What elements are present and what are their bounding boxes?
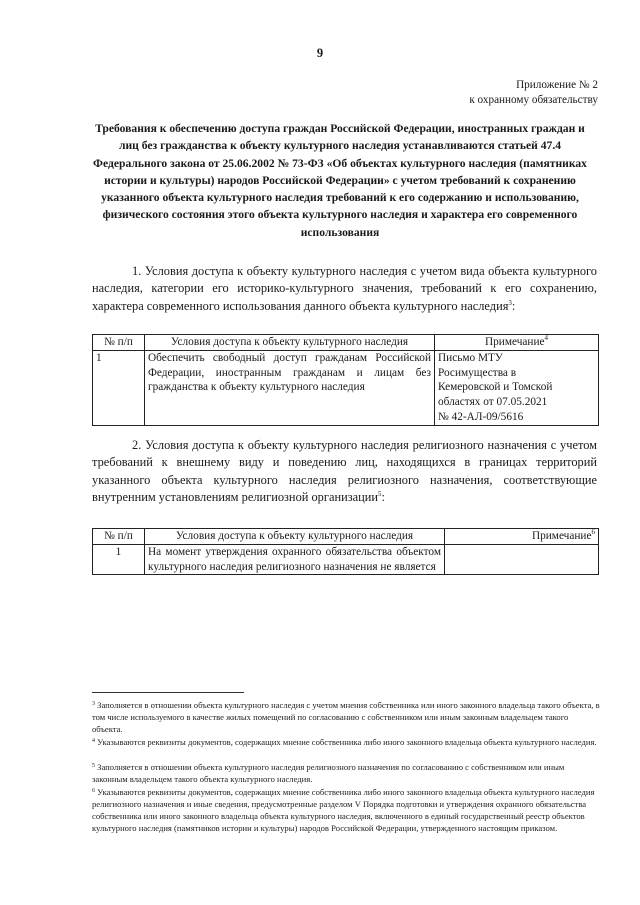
section-2-colon: :: [381, 490, 385, 505]
footnote-4: [92, 737, 600, 749]
footnote-text: Заполняется в отношении объекта культурного наследия религиозного назначения по согласованию с собственником или иным законным владельцем такого объекта культурного наследия.: [92, 762, 565, 784]
header-num: № п/п: [93, 529, 145, 545]
row-num: 1: [93, 544, 145, 575]
appendix-line-2: к охранному обязательству: [469, 94, 598, 106]
table-row: [93, 544, 599, 575]
header-note: [445, 529, 599, 545]
footnote-text: Заполняется в отношении объекта культурного наследия с учетом мнения собственника или иного законного владельца такого объекта, в том числе используемого в качестве жилых помещений по согласованию с собственником или иным законным владельцем такого объекта.: [92, 700, 600, 734]
footnote-number: 5: [92, 763, 95, 769]
footnote-3: [92, 700, 600, 736]
appendix-heading: [469, 78, 598, 108]
row-condition: На момент утверждения охранного обязательства объектом культурного наследия религиозного назначения не является: [145, 544, 445, 575]
section-2-text: [92, 437, 597, 507]
document-title: Требования к обеспечению доступа граждан Российской Федерации, иностранных граждан и лиц без гражданства к объекту культурного наследия устанавливаются статьей 47.4 Федерального закона от 25.06.2002 № 73-ФЗ «Об объектах культурного наследия (памятниках истории и культуры) народов Российской Федерации» с учетом требований к сохранению указанного объекта культурного наследия требований к его содержанию и использованию, физического состояния этого объекта культурного наследия и характера его современного использования: [93, 122, 587, 239]
footnote-number: 3: [92, 701, 95, 707]
section-1-table: [92, 334, 599, 426]
footnote-5: [92, 762, 600, 786]
section-1-colon: :: [511, 298, 516, 313]
header-note-footnote-ref: 4: [544, 334, 549, 342]
header-note-footnote-ref: 6: [591, 528, 595, 536]
header-note: [435, 335, 599, 351]
appendix-line-1: Приложение № 2: [516, 79, 598, 91]
section-2-body: 2. Условия доступа к объекту культурного наследия религиозного назначения с учетом требований к внешнему виду и поведению лиц, находящихся в границах территорий указанного объекта культурного наследия религиозного назначения, соответствующие внутренним установлениям религиозной организации: [92, 438, 597, 505]
note-line: Росимущества в: [438, 366, 517, 379]
footnote-number: 6: [92, 788, 95, 794]
section-2-footnote-ref: 5: [378, 490, 382, 499]
header-note-label: Примечание: [484, 336, 545, 348]
header-num: № п/п: [93, 335, 145, 351]
note-line: № 42-АЛ-09/5616: [438, 410, 524, 423]
header-note-label: Примечание: [531, 530, 592, 542]
section-1-body: 1. Условия доступа к объекту культурного наследия с учетом вида объекта культурного наследия, категории его историко-культурного значения, требований к его сохранению, характера современного использования данного объекта культурного наследия: [92, 264, 597, 313]
row-num: 1: [93, 350, 145, 425]
row-condition: Обеспечить свободный доступ гражданам Российской Федерации, иностранным гражданам и лицам без гражданства к объекту культурного наследия: [145, 350, 435, 425]
table-row: [93, 350, 599, 425]
note-line: областях от 07.05.2021: [438, 396, 548, 409]
footnote-number: 4: [92, 738, 95, 744]
table-header-row: [93, 335, 599, 351]
table-header-row: [93, 529, 599, 545]
footnote-text: Указываются реквизиты документов, содержащих мнение собственника либо иного законного владельца объекта культурного наследия.: [97, 737, 597, 747]
note-line: Кемеровской и Томской: [438, 381, 553, 394]
note-line: Письмо МТУ: [438, 351, 503, 364]
header-condition: Условия доступа к объекту культурного наследия: [145, 335, 435, 351]
section-1-text: [92, 263, 597, 315]
section-1-footnote-ref: 3: [508, 298, 512, 307]
footnote-6: [92, 787, 600, 835]
section-2-table: [92, 528, 599, 575]
header-condition: Условия доступа к объекту культурного наследия: [145, 529, 445, 545]
footnote-separator: [92, 692, 244, 693]
footnote-text: Указываются реквизиты документов, содержащих мнение собственника либо иного законного владельца объекта культурного наследия религиозного назначения и иные сведения, предусмотренные разделом V Порядка подготовки и утверждения охранного обязательства собственника или иного законного владельца объекта культурного наследия, включенного в единый государственный реестр объектов культурного наследия (памятников истории и культуры) народов Российской Федерации, утвержденного настоящим приказом.: [92, 787, 595, 833]
row-note: [435, 350, 599, 425]
page-number: 9: [316, 46, 324, 60]
row-note: [445, 544, 599, 575]
